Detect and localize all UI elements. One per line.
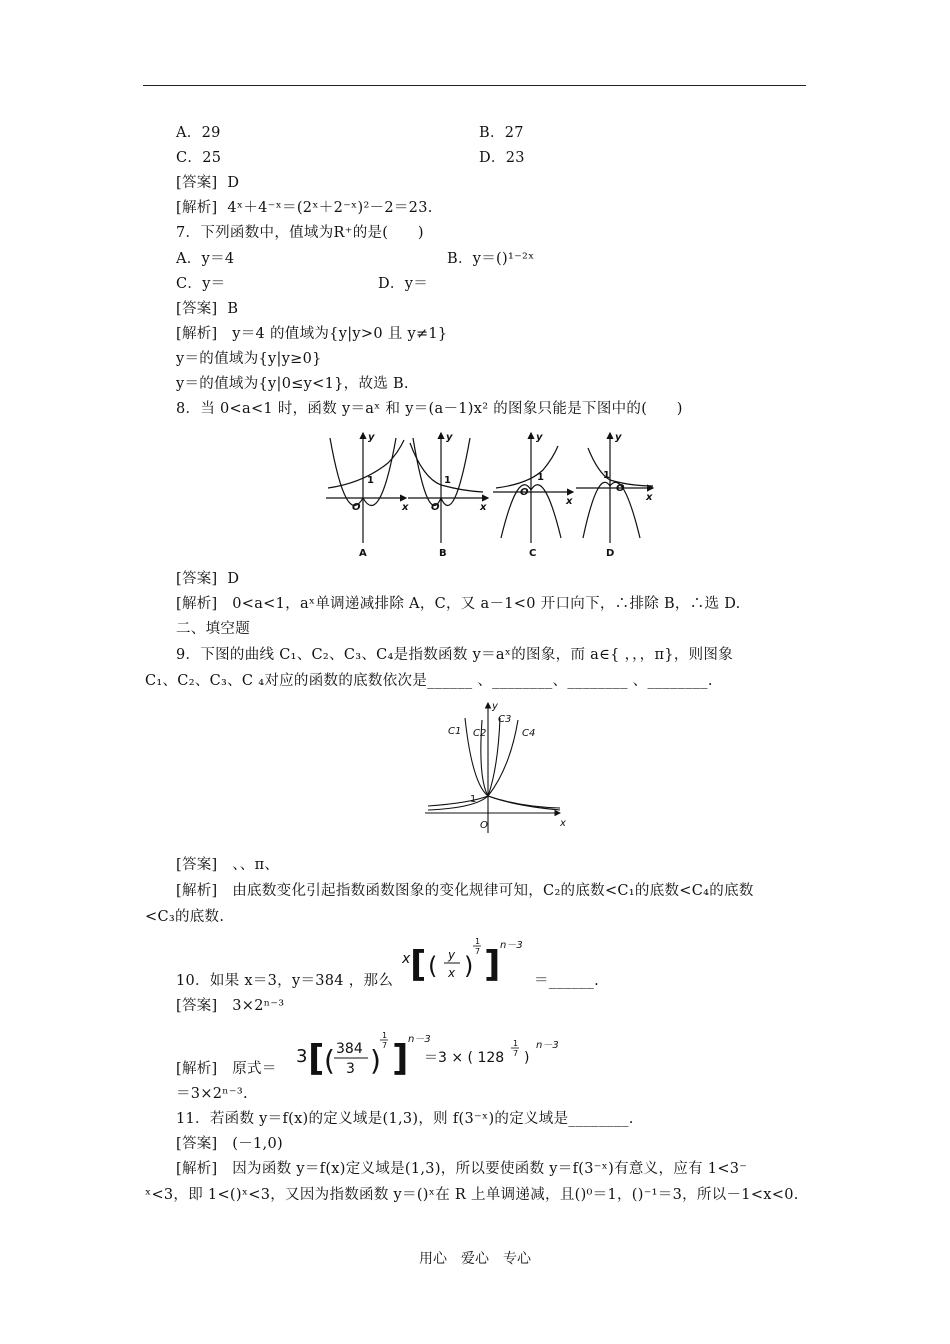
graph-d-label: D [606, 548, 615, 559]
q6-option-a: A．29 [176, 125, 221, 141]
graph-a-x-label: x [402, 502, 409, 513]
q8-answer: [答案] D [176, 571, 240, 587]
q9-stem-2: C₁、C₂、C₃、C ₄对应的函数的底数依次是______ 、________、________ 、________. [145, 673, 713, 689]
graph-c-y-label: y [536, 432, 543, 443]
graph-d-one: 1 [603, 470, 610, 481]
q9-graph [420, 698, 570, 838]
graph-d-origin: O [616, 483, 625, 494]
header-rule [143, 85, 806, 86]
q10-expression [400, 930, 530, 990]
svg-text:[: [ [308, 1038, 325, 1079]
q11-analysis: [解析] 因为函数 y＝f(x)定义域是(1,3)，所以要使函数 y＝f(3⁻ˣ)有意义，应有 1<3⁻ [176, 1161, 748, 1177]
q9-x-label: x [560, 818, 566, 829]
svg-text:7: 7 [382, 1041, 388, 1050]
q6-option-d: D．23 [479, 150, 525, 166]
q11-analysis-2: ˣ<3，即 1<()ˣ<3，又因为指数函数 y＝()ˣ在 R 上单调递减，且()⁰＝1，()⁻¹＝3，所以－1<x<0. [145, 1187, 799, 1203]
q9-label-c1: C1 [448, 726, 462, 737]
q9-label-c3: C3 [498, 714, 512, 725]
q9-one: 1 [470, 794, 477, 805]
q8-stem: 8．当 0<a<1 时，函数 y＝aˣ 和 y＝(a－1)x² 的图象只能是下图中的( ) [176, 401, 683, 417]
svg-text:1: 1 [382, 1031, 388, 1040]
graph-d-y-label: y [615, 432, 622, 443]
q7-analysis: [解析] y＝4 的值域为{y|y>0 且 y≠1} [176, 326, 448, 342]
q6-option-b: B．27 [479, 125, 524, 141]
svg-text:7: 7 [513, 1049, 519, 1058]
svg-text:7: 7 [475, 947, 481, 956]
q9-analysis: [解析] 由底数变化引起指数函数图象的变化规律可知，C₂的底数<C₁的底数<C₄的底数 [176, 883, 754, 899]
q7-option-c: C．y＝ [176, 276, 226, 292]
svg-text:y: y [448, 948, 456, 962]
q10-blank: ＝______. [534, 973, 600, 989]
graph-d [576, 433, 653, 543]
graph-a [326, 433, 406, 543]
q11-answer: [答案] (－1,0) [176, 1136, 283, 1152]
graph-b-origin: O [431, 502, 440, 513]
q7-analysis-2: y＝的值域为{y|y≥0} [176, 351, 322, 367]
graph-b-y-label: y [446, 432, 453, 443]
svg-text:3: 3 [296, 1046, 308, 1067]
svg-text:]: ] [484, 944, 501, 985]
graph-a-origin: O [352, 502, 361, 513]
graph-c-x-label: x [566, 496, 573, 507]
svg-text:1: 1 [475, 937, 481, 946]
q9-label-c4: C4 [522, 728, 536, 739]
graph-c [493, 433, 573, 543]
graph-d-x-label: x [646, 492, 653, 503]
svg-text:(: ( [428, 952, 438, 980]
graph-c-one: 1 [537, 472, 544, 483]
graph-a-y-label: y [368, 432, 375, 443]
q7-analysis-3: y＝的值域为{y|0≤y<1}，故选 B. [176, 376, 409, 392]
svg-text:n－3: n－3 [408, 1034, 431, 1045]
q10-stem: 10．如果 x＝3，y＝384 ，那么 [176, 973, 394, 989]
graph-b [408, 433, 488, 543]
page-footer: 用心 爱心 专心 [419, 1251, 531, 1267]
svg-text:]: ] [392, 1038, 409, 1079]
svg-text:x: x [448, 966, 456, 980]
q7-option-a: A．y＝4 [176, 251, 235, 267]
section-title: 二、填空题 [176, 621, 250, 637]
q7-option-d: D．y＝ [378, 276, 429, 292]
q10-answer: [答案] 3×2ⁿ⁻³ [176, 998, 285, 1014]
q6-analysis: [解析] 4ˣ＋4⁻ˣ＝(2ˣ＋2⁻ˣ)²－2＝23. [176, 200, 433, 216]
q9-y-label: y [492, 701, 498, 712]
q10-analysis-expression [296, 1026, 576, 1082]
svg-text:384: 384 [336, 1041, 363, 1057]
svg-text:): ) [370, 1044, 381, 1077]
graph-b-x-label: x [480, 502, 487, 513]
q6-answer: [答案] D [176, 175, 240, 191]
q10-analysis-2: ＝3×2ⁿ⁻³. [176, 1086, 248, 1102]
svg-text:n－3: n－3 [500, 940, 523, 951]
svg-text:(: ( [324, 1044, 335, 1077]
q9-stem: 9．下图的曲线 C₁、C₂、C₃、C₄是指数函数 y＝aˣ的图象，而 a∈{ ，，，π}，则图象 [176, 647, 734, 663]
q11-stem: 11．若函数 y＝f(x)的定义域是(1,3)，则 f(3⁻ˣ)的定义域是________. [176, 1111, 634, 1127]
q9-answer: [答案] 、、π、 [176, 857, 280, 873]
q9-analysis-2: <C₃的底数. [145, 909, 225, 925]
graph-b-label: B [439, 548, 447, 559]
q7-answer: [答案] B [176, 301, 239, 317]
svg-text:n－3: n－3 [536, 1040, 559, 1051]
graph-c-origin: O [520, 487, 529, 498]
svg-text:): ) [524, 1050, 530, 1066]
curve-c2 [481, 720, 560, 808]
q6-option-c: C．25 [176, 150, 222, 166]
q10-analysis: [解析] 原式＝ [176, 1061, 277, 1077]
q8-graphs [318, 428, 663, 563]
q7-stem: 7．下列函数中，值域为R⁺的是( ) [176, 225, 424, 241]
q9-label-c2: C2 [473, 728, 487, 739]
graph-c-label: C [529, 548, 537, 559]
svg-text:[: [ [410, 944, 427, 985]
svg-text:＝3 × ( 128: ＝3 × ( 128 [424, 1050, 505, 1066]
svg-text:1: 1 [513, 1039, 519, 1048]
svg-text:): ) [464, 952, 474, 980]
svg-text:3: 3 [346, 1061, 355, 1077]
q8-analysis: [解析] 0<a<1，aˣ单调递减排除 A，C，又 a－1<0 开口向下，∴排除 B，∴选 D. [176, 596, 741, 612]
q9-origin: O [480, 820, 488, 831]
graph-a-one: 1 [367, 475, 374, 486]
graph-a-label: A [359, 548, 367, 559]
svg-text:x: x [402, 951, 411, 967]
q7-option-b: B．y＝()¹⁻²ˣ [447, 251, 535, 267]
graph-b-one: 1 [444, 475, 451, 486]
